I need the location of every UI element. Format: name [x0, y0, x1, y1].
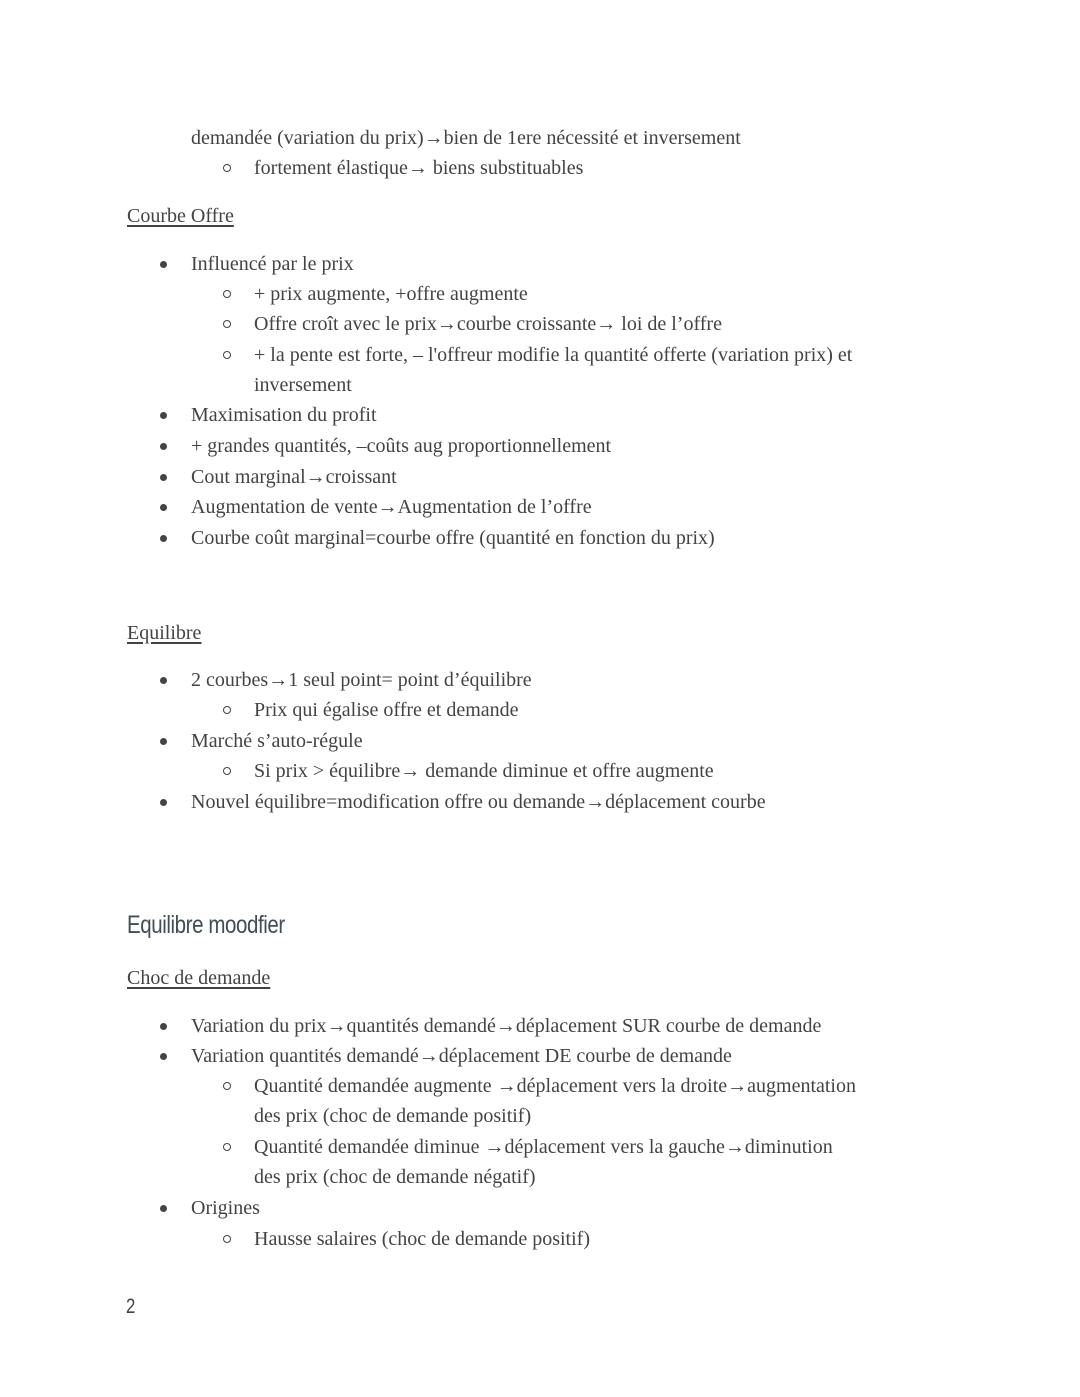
- bullet-disc-icon: [160, 1053, 167, 1060]
- bullet-disc-icon: [160, 1023, 167, 1030]
- bullet-item: [191, 495, 592, 519]
- subsection-heading: [127, 621, 201, 645]
- bullet-item: [191, 1014, 821, 1038]
- bullet-disc-icon: [160, 474, 167, 481]
- line-text: 2 courbes→1 seul point= point d’équilibre: [191, 669, 532, 691]
- subsection-heading: [127, 204, 234, 228]
- line-text: Nouvel équilibre=modification offre ou demande→déplacement courbe: [191, 791, 766, 813]
- bullet-item: [191, 729, 363, 753]
- line-text: Equilibre: [127, 622, 202, 644]
- line-text: + la pente est forte, – l'offreur modifie la quantité offerte (variation prix) et: [254, 344, 853, 366]
- sub-bullet-item: [254, 156, 583, 180]
- line-text: Hausse salaires (choc de demande positif): [254, 1228, 590, 1250]
- bullet-disc-icon: [160, 535, 167, 542]
- line-text: Prix qui égalise offre et demande: [254, 699, 519, 721]
- page-number: 2: [126, 1295, 136, 1318]
- bullet-disc-icon: [160, 677, 167, 684]
- line-text: Maximisation du profit: [191, 404, 377, 426]
- line-text: Courbe coût marginal=courbe offre (quantité en fonction du prix): [191, 527, 715, 549]
- line-text: Origines: [191, 1197, 260, 1219]
- sub-bullet-item: [254, 312, 722, 336]
- subsection-heading: [127, 966, 270, 990]
- section-heading: [127, 913, 285, 937]
- line-text: Choc de demande: [127, 967, 271, 989]
- bullet-disc-icon: [160, 261, 167, 268]
- line-text: Courbe Offre: [127, 205, 234, 227]
- line-text: Marché s’auto-régule: [191, 730, 363, 752]
- line-text: inversement: [254, 374, 352, 396]
- bullet-item: [191, 403, 377, 427]
- line-text: Influencé par le prix: [191, 253, 354, 275]
- bullet-circle-icon: [223, 1082, 231, 1090]
- bullet-disc-icon: [160, 443, 167, 450]
- sub-bullet-item: [254, 282, 528, 306]
- line-text: Variation quantités demandé→déplacement DE courbe de demande: [191, 1045, 732, 1067]
- line-text: Si prix > équilibre→ demande diminue et offre augmente: [254, 760, 714, 782]
- sub-bullet-item: [254, 1074, 856, 1098]
- bullet-item: [191, 526, 715, 550]
- sub-bullet-continuation: [254, 1165, 536, 1189]
- line-text: Quantité demandée augmente →déplacement vers la droite→augmentation: [254, 1075, 856, 1097]
- bullet-disc-icon: [160, 412, 167, 419]
- line-text: Augmentation de vente→Augmentation de l’offre: [191, 496, 592, 518]
- bullet-item: [191, 465, 397, 489]
- line-text: Variation du prix→quantités demandé→déplacement SUR courbe de demande: [191, 1015, 822, 1037]
- line-text: + grandes quantités, –coûts aug proportionnellement: [191, 435, 612, 457]
- sub-bullet-item: [254, 759, 714, 783]
- bullet-continuation: [191, 126, 741, 150]
- bullet-circle-icon: [223, 351, 231, 359]
- bullet-disc-icon: [160, 799, 167, 806]
- bullet-disc-icon: [160, 1205, 167, 1212]
- sub-bullet-item: [254, 343, 852, 367]
- line-text: Quantité demandée diminue →déplacement vers la gauche→diminution: [254, 1136, 833, 1158]
- bullet-disc-icon: [160, 738, 167, 745]
- bullet-item: [191, 668, 532, 692]
- line-text: + prix augmente, +offre augmente: [254, 283, 528, 305]
- line-text: des prix (choc de demande négatif): [254, 1166, 536, 1188]
- bullet-item: [191, 1044, 732, 1068]
- line-text: fortement élastique→ biens substituables: [254, 157, 584, 179]
- sub-bullet-item: [254, 698, 519, 722]
- bullet-circle-icon: [223, 164, 231, 172]
- sub-bullet-item: [254, 1227, 590, 1251]
- bullet-item: [191, 790, 766, 814]
- line-text: Cout marginal→croissant: [191, 466, 397, 488]
- sub-bullet-continuation: [254, 1104, 531, 1128]
- bullet-item: [191, 434, 611, 458]
- bullet-item: [191, 1196, 260, 1220]
- line-text: demandée (variation du prix)→bien de 1ere nécessité et inversement: [191, 127, 741, 149]
- bullet-circle-icon: [223, 1143, 231, 1151]
- bullet-circle-icon: [223, 767, 231, 775]
- line-text: des prix (choc de demande positif): [254, 1105, 532, 1127]
- line-text: Offre croît avec le prix→courbe croissante→ loi de l’offre: [254, 313, 722, 335]
- bullet-disc-icon: [160, 504, 167, 511]
- sub-bullet-continuation: [254, 373, 352, 397]
- bullet-circle-icon: [223, 320, 231, 328]
- bullet-circle-icon: [223, 290, 231, 298]
- sub-bullet-item: [254, 1135, 833, 1159]
- line-text: Equilibre moodfier: [127, 911, 285, 939]
- bullet-circle-icon: [223, 706, 231, 714]
- bullet-item: [191, 252, 354, 276]
- bullet-circle-icon: [223, 1235, 231, 1243]
